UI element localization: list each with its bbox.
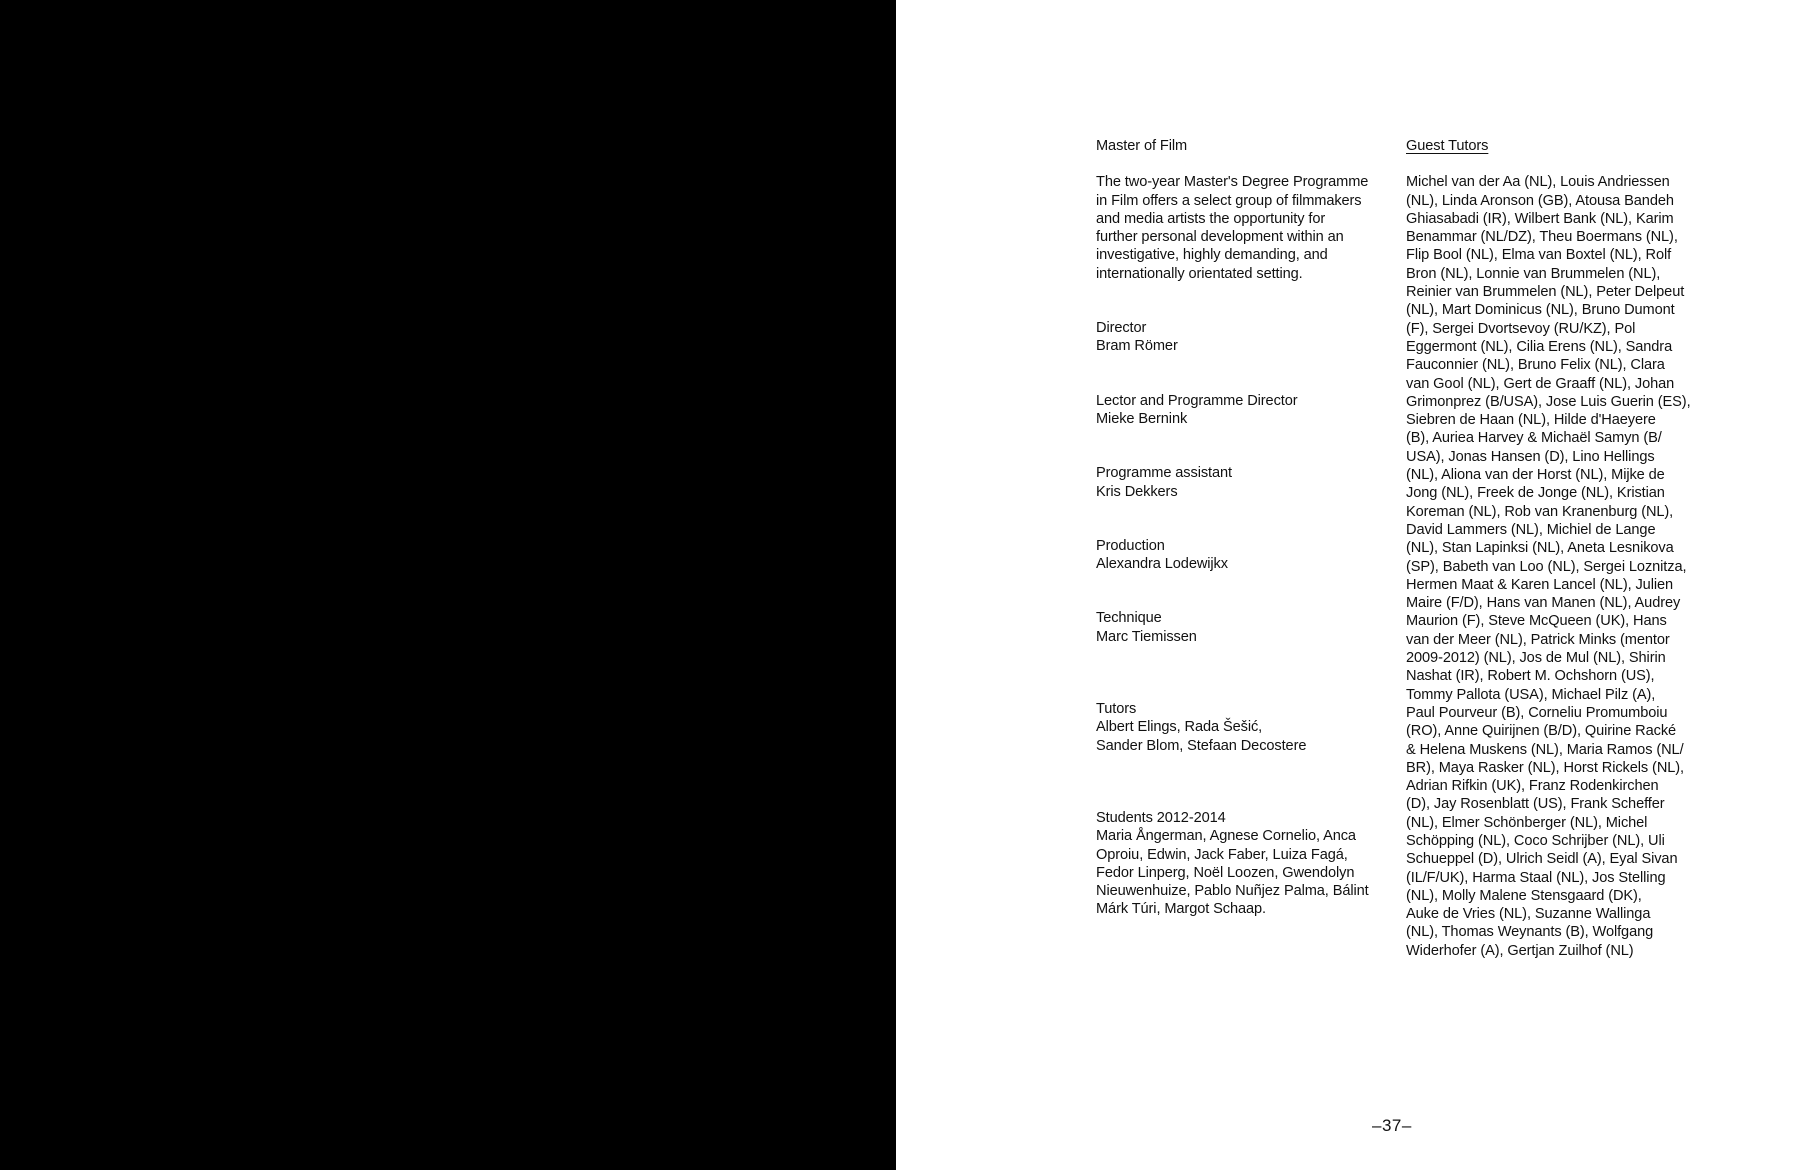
tutors-role: Tutors xyxy=(1096,701,1137,718)
assistant-role: Programme assistant xyxy=(1096,465,1232,482)
students-role: Students 2012-2014 xyxy=(1096,809,1226,826)
tutors-names: Albert Elings, Rada Šešić, Sander Blom, Stefaan Decostere xyxy=(1096,719,1307,754)
technique-name: Marc Tiemissen xyxy=(1096,628,1197,645)
production-name: Alexandra Lodewijkx xyxy=(1096,556,1228,573)
page-number: –37– xyxy=(1372,1116,1412,1135)
production-role: Production xyxy=(1096,537,1165,554)
students-names: Maria Ångerman, Agnese Cornelio, Anca Oproiu, Edwin, Jack Faber, Luiza Fagá, Fedor Linperg, Noël Loozen, Gwendolyn Nieuwenhuize, Pablo Nuñjez Palma, Bálint Márk Túri, Margot Schaap. xyxy=(1096,828,1369,918)
technique-role: Technique xyxy=(1096,610,1162,627)
lector-name: Mieke Bernink xyxy=(1096,410,1188,427)
director-role: Director xyxy=(1096,320,1147,337)
guest-tutors-column xyxy=(1406,137,1706,960)
left-page-black xyxy=(0,0,896,1170)
guest-tutors-list: Michel van der Aa (NL), Louis Andriessen (NL), Linda Aronson (GB), Atousa Bandeh Ghiasabadi (IR), Wilbert Bank (NL), Karim Benammar (NL/DZ), Theu Boermans (NL), Flip Bool (NL), Elma van Boxtel (NL), Rolf Bron (NL), Lonnie van Brummelen (NL), Reinier van Brummelen (NL), Peter Delpeut (NL), Mart Dominicus (NL), Bruno Dumont (F), Sergei Dvortsevoy (RU/KZ), Pol Eggermont (NL), Cilia Erens (NL), Sandra Fauconnier (NL), Bruno Felix (NL), Clara van Gool (NL), Gert de Graaff (NL), Johan Grimonprez (B/USA), Jose Luis Guerin (ES), Siebren de Haan (NL), Hilde d'Haeyere (B), Auriea Harvey & Michaël Samyn (B/ USA), Jonas Hansen (D), Lino Hellings (NL), Aliona van der Horst (NL), Mijke de Jong (NL), Freek de Jonge (NL), Kristian Koreman (NL), Rob van Kranenburg (NL), David Lammers (NL), Michiel de Lange (NL), Stan Lapinksi (NL), Aneta Lesnikova (SP), Babeth van Loo (NL), Sergei Loznitza, Hermen Maat & Karen Lancel (NL), Julien Maire (F/D), Hans van Manen (NL), Audrey Maurion (F), Steve McQueen (UK), Hans van der Meer (NL), Patrick Minks (mentor 2009-2012) (NL), Jos de Mul (NL), Shirin Nashat (IR), Robert M. Ochshorn (US), Tommy Pallota (USA), Michael Pilz (A), Paul Pourveur (B), Corneliu Promumboiu (RO), Anne Quirijnen (B/D), Quirine Racké & Helena Muskens (NL), Maria Ramos (NL/ BR), Maya Rasker (NL), Horst Rickels (NL), Adrian Rifkin (UK), Franz Rodenkirchen (D), Jay Rosenblatt (US), Frank Scheffer (NL), Elmer Schönberger (NL), Michel Schöpping (NL), Coco Schrijber (NL), Uli Schueppel (D), Ulrich Seidl (A), Eyal Sivan (IL/F/UK), Harma Staal (NL), Jos Stelling (NL), Molly Malene Stensgaard (DK), Auke de Vries (NL), Suzanne Wallinga (NL), Thomas Weynants (B), Wolfgang Widerhofer (A), Gertjan Zuilhof (NL) xyxy=(1406,174,1691,959)
program-title: Master of Film xyxy=(1096,138,1188,154)
program-description: The two-year Master's Degree Programme in Film offers a select group of filmmakers and media artists the opportunity for further personal development within an investigative, highly demanding, and internationally orientated setting. xyxy=(1096,174,1369,282)
lector-role: Lector and Programme Director xyxy=(1096,392,1298,409)
guest-tutors-heading: Guest Tutors xyxy=(1406,138,1489,154)
director-name: Bram Römer xyxy=(1096,338,1178,355)
program-column xyxy=(1096,137,1386,919)
assistant-name: Kris Dekkers xyxy=(1096,483,1178,500)
